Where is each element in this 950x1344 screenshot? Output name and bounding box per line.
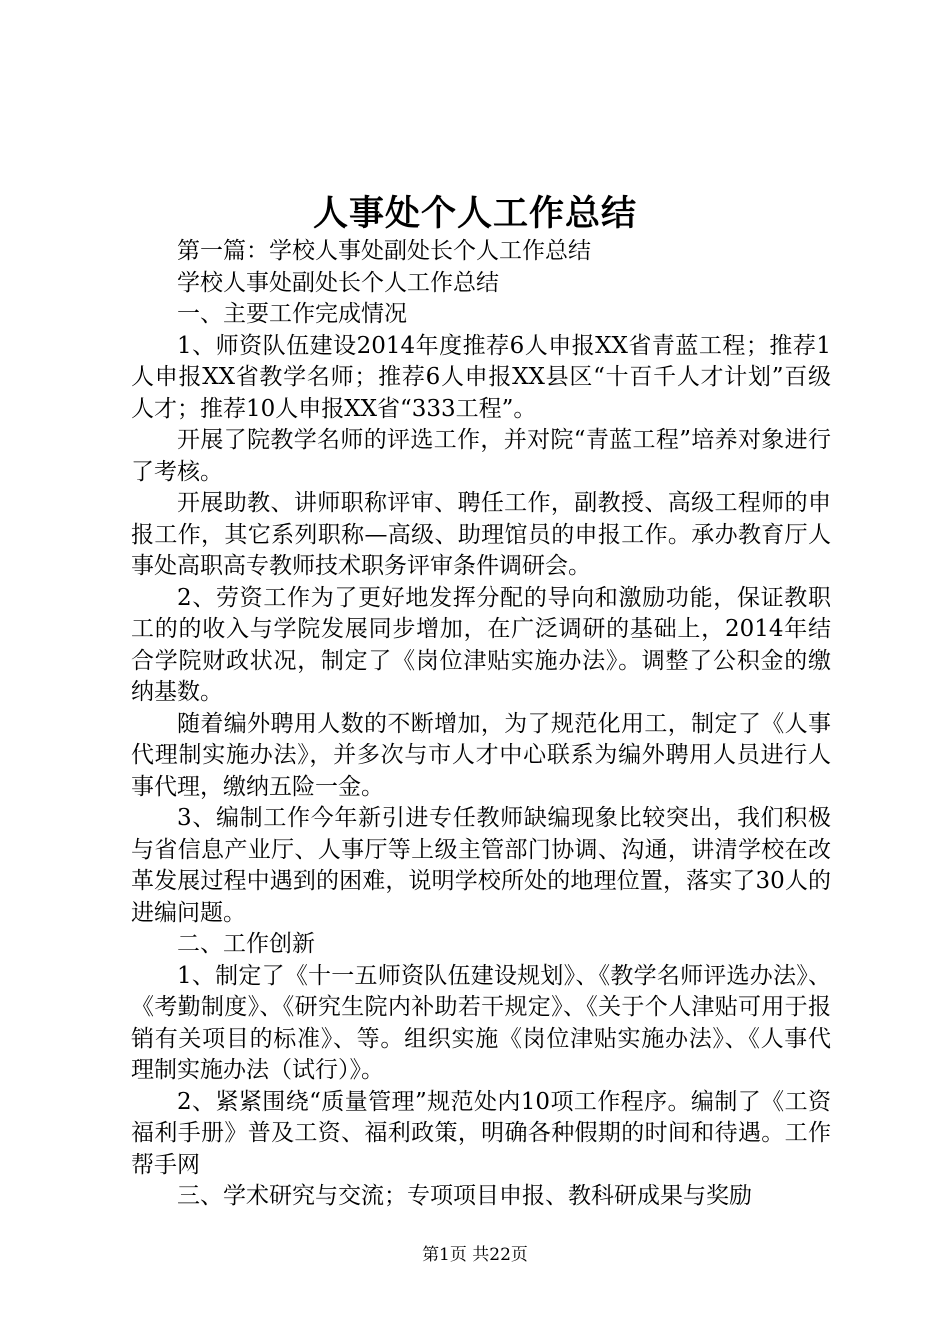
paragraph: 2、紧紧围绕“质量管理”规范处内10项工作程序。编制了《工资福利手册》普及工资、福利政策，明确各种假期的时间和待遇。工作帮手网 [131,1088,831,1178]
paragraph-subtitle: 学校人事处副处长个人工作总结 [177,269,499,296]
paragraph: 开展了院教学名师的评选工作，并对院“青蓝工程”培养对象进行了考核。 [131,427,831,485]
paragraph: 2、劳资工作为了更好地发挥分配的导向和激励功能，保证教职工的的收入与学院发展同步增加，在广泛调研的基础上，2014年结合学院财政状况，制定了《岗位津贴实施办法》。调整了公积金的缴纳基数。 [131,584,831,705]
paragraph: 1、师资队伍建设2014年度推荐6人申报XX省青蓝工程；推荐1人申报XX省教学名师；推荐6人申报XX县区“十百千人才计划”百级人才；推荐10人申报XX省“333工程”。 [131,332,831,422]
paragraph-heading-1: 一、主要工作完成情况 [177,301,407,327]
page-number-footer: 第1页 共22页 [422,1245,528,1265]
paragraph: 3、编制工作今年新引进专任教师缺编现象比较突出，我们积极与省信息产业厅、人事厅等上级主管部门协调、沟通，讲清学校在改革发展过程中遇到的困难，说明学校所处的地理位置，落实了30人的进编问题。 [131,805,831,926]
paragraph: 随着编外聘用人数的不断增加，为了规范化用工，制定了《人事代理制实施办法》，并多次与市人才中心联系为编外聘用人员进行人事代理，缴纳五险一金。 [131,710,831,800]
paragraph-heading-2: 二、工作创新 [177,931,315,957]
document-body [131,236,831,1213]
paragraph: 开展助教、讲师职称评审、聘任工作，副教授、高级工程师的申报工作，其它系列职称—高级、助理馆员的申报工作。承办教育厅人事处高职高专教师技术职务评审条件调研会。 [131,490,831,579]
paragraph: 1、制定了《十一五师资队伍建设规划》、《教学名师评选办法》、《考勤制度》、《研究生院内补助若干规定》、《关于个人津贴可用于报销有关项目的标准》、等。组织实施《岗位津贴实施办法》、《人事代理制实施办法（试行）》。 [131,962,831,1083]
paragraph-section-heading: 第一篇：学校人事处副处长个人工作总结 [177,238,591,264]
document-title: 人事处个人工作总结 [312,193,637,234]
paragraph-heading-3: 三、学术研究与交流；专项项目申报、教科研成果与奖励 [177,1183,752,1209]
